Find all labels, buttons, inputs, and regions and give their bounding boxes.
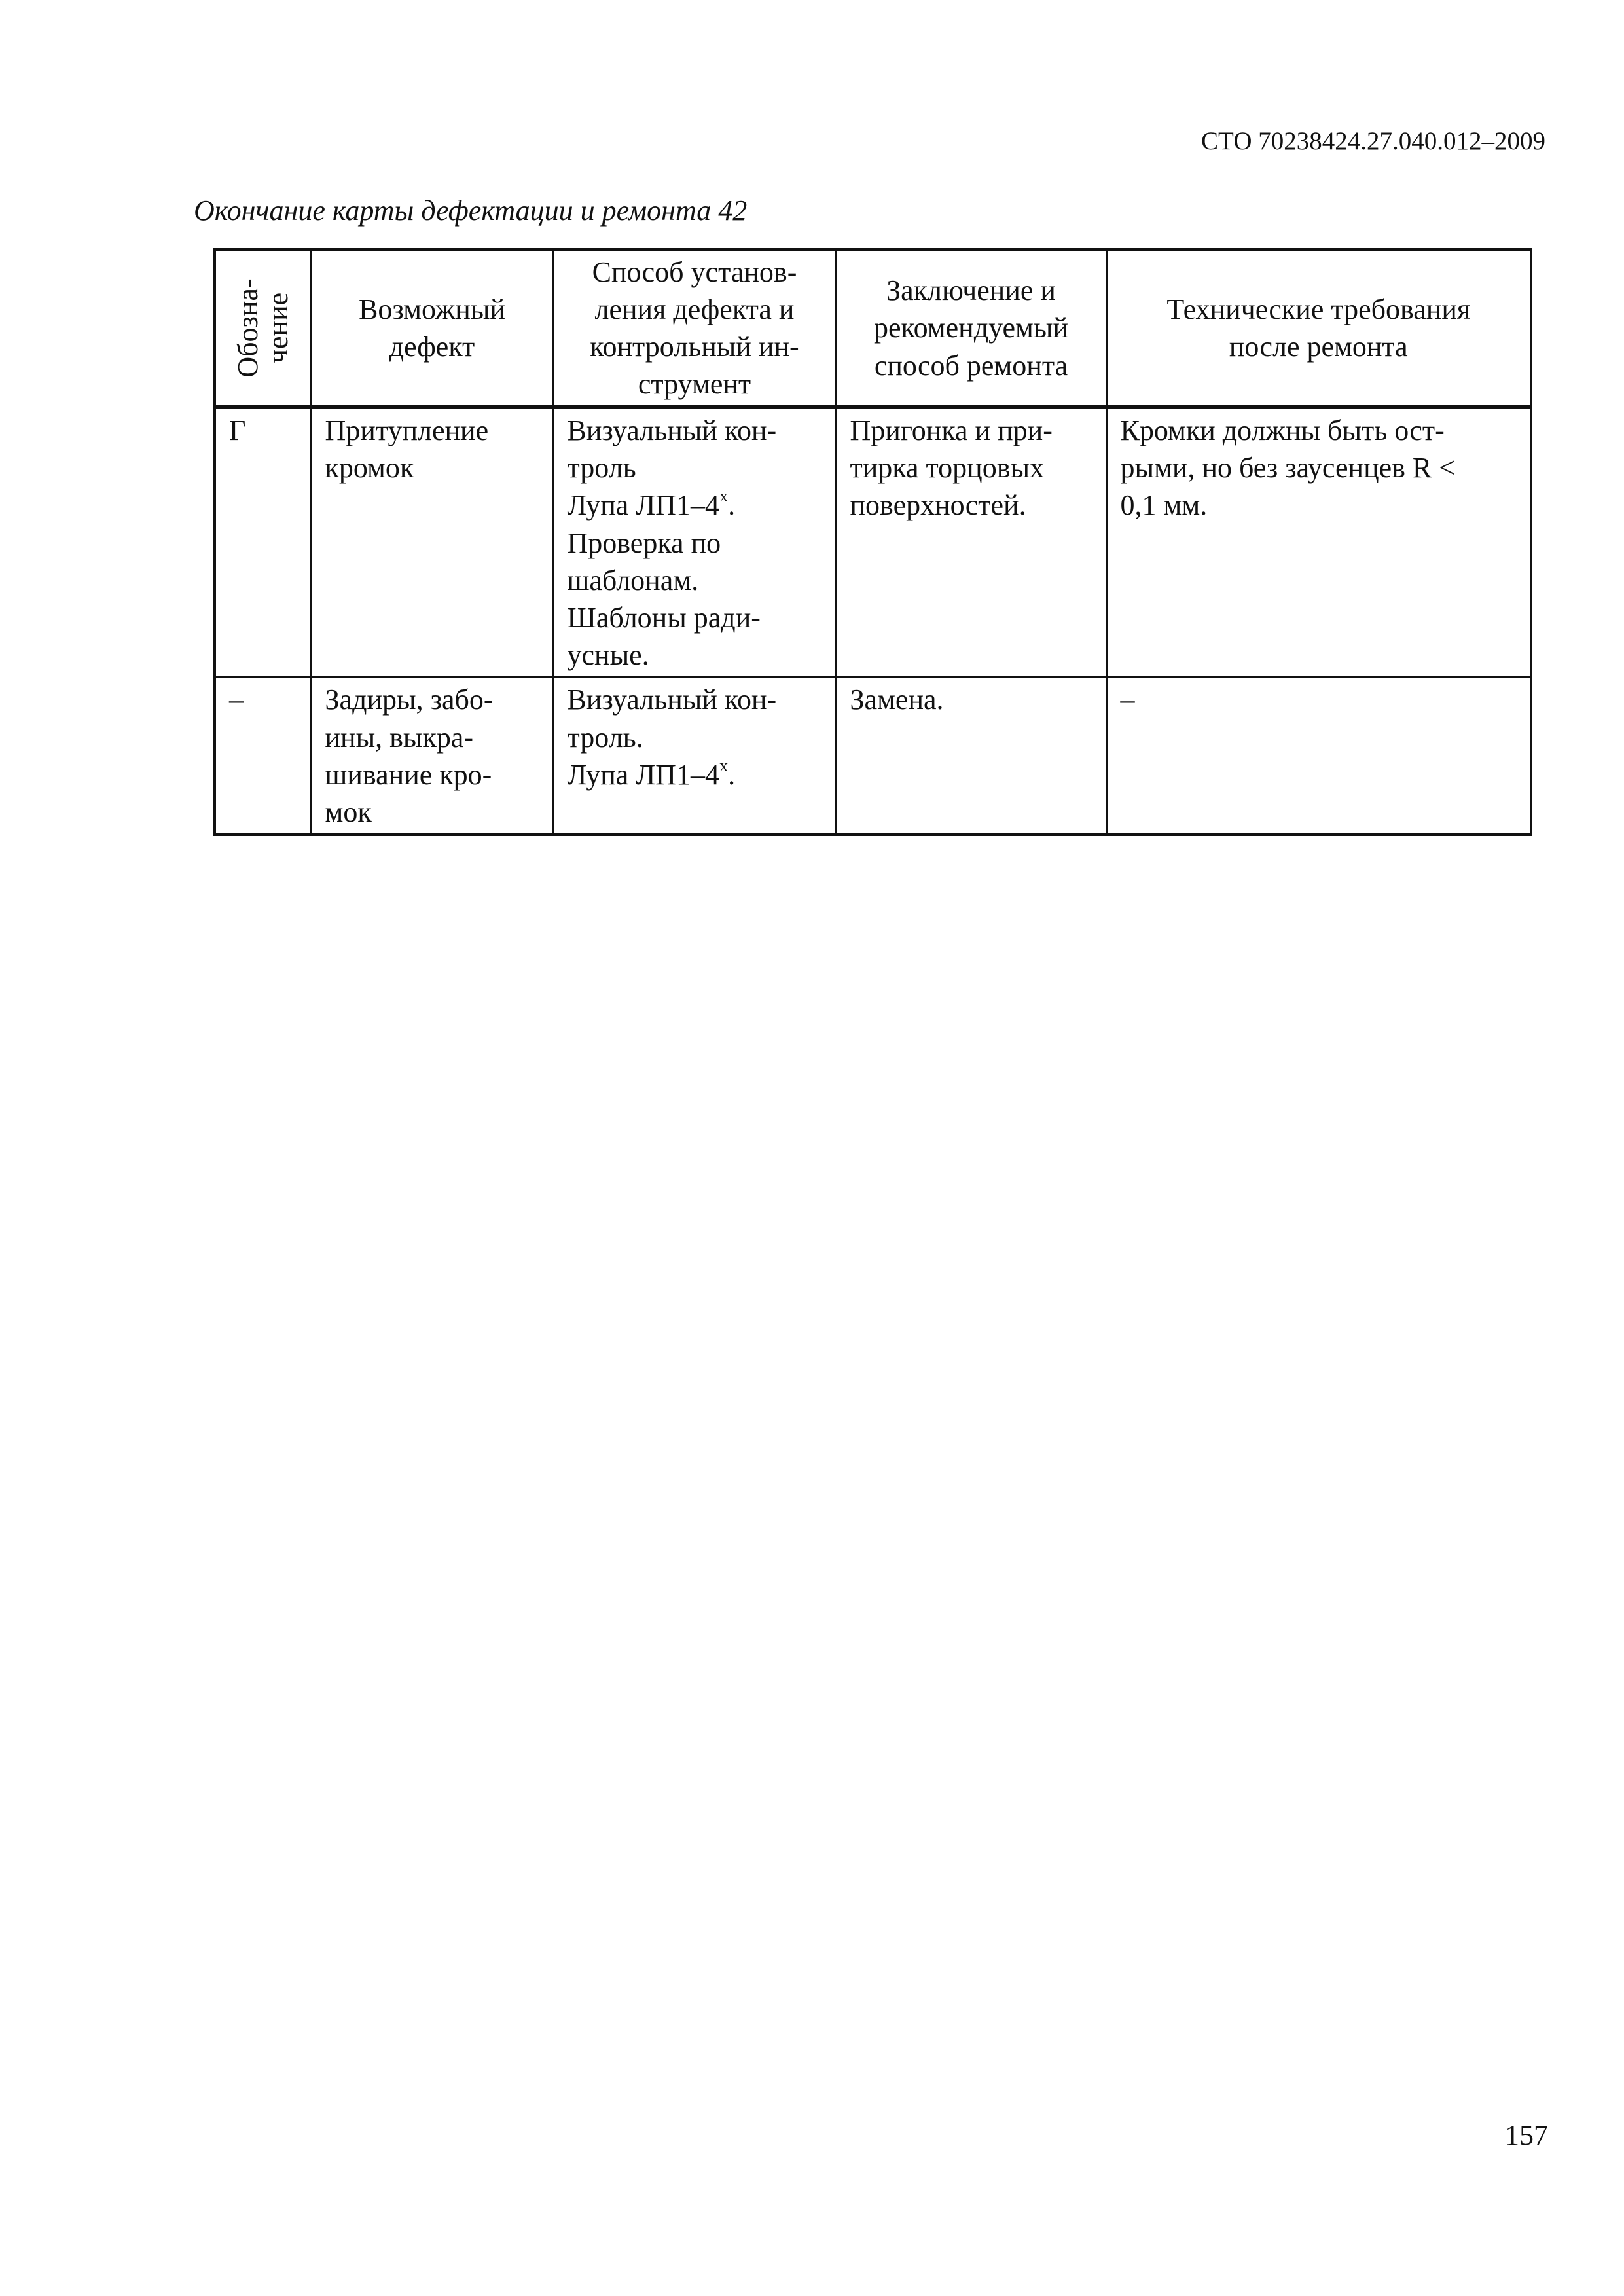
cell-line: троль <box>567 452 636 484</box>
table-row <box>215 678 1531 835</box>
cell-line: усные. <box>567 639 649 672</box>
cell-line: шаблонам. <box>567 564 699 596</box>
cell-line: Пригонка и при- <box>850 414 1053 446</box>
cell-method <box>553 407 836 678</box>
cell-line: тирка торцовых <box>850 452 1045 484</box>
cell-line: поверхностей. <box>850 489 1026 522</box>
header-line: Технические требования <box>1166 293 1471 325</box>
cell-line: 0,1 мм. <box>1120 489 1208 522</box>
cell-line: Визуальный кон- <box>567 414 777 446</box>
cell-requirements <box>1106 407 1531 678</box>
header-line: дефект <box>389 331 475 363</box>
cell-repair <box>836 407 1106 678</box>
cell-designation: Г <box>215 407 311 678</box>
header-line: способ ремонта <box>874 349 1068 382</box>
cell-method <box>553 678 836 835</box>
cell-line: Кромки должны быть ост- <box>1120 414 1445 446</box>
cell-line: Шаблоны ради- <box>567 601 761 634</box>
cell-line: Замена. <box>850 683 944 716</box>
cell-line: мок <box>325 795 372 828</box>
page-number: 157 <box>1505 2119 1548 2151</box>
loupe-period: . <box>728 758 736 791</box>
cell-line: – <box>1120 683 1135 716</box>
header-line: рекомендуемый <box>873 312 1069 344</box>
header-designation-text: Обозна- чение <box>231 278 294 378</box>
header-line: струмент <box>638 368 751 401</box>
header-line: ления дефекта и <box>594 293 795 325</box>
magnification-superscript: х <box>719 486 729 506</box>
loupe-line <box>568 486 825 524</box>
header-line: Заключение и <box>886 274 1056 307</box>
cell-line: Визуальный кон- <box>567 683 777 716</box>
cell-requirements <box>1106 678 1531 835</box>
loupe-period: . <box>728 489 736 522</box>
loupe-text: Лупа ЛП1–4 <box>567 489 719 522</box>
loupe-line <box>568 756 825 793</box>
header-line: Возможный <box>359 293 505 325</box>
cell-line: троль. <box>567 721 643 754</box>
cell-defect <box>311 678 553 835</box>
cell-line: кромок <box>325 452 414 484</box>
header-line: Способ установ- <box>592 255 797 288</box>
cell-repair <box>836 678 1106 835</box>
header-detection-method <box>553 249 836 407</box>
cell-line: Притупление <box>325 414 489 446</box>
header-line: контрольный ин- <box>590 331 799 363</box>
cell-line: Проверка по <box>567 526 721 559</box>
header-designation <box>215 249 311 407</box>
header-repair-method <box>836 249 1106 407</box>
cell-designation: – <box>215 678 311 835</box>
loupe-text: Лупа ЛП1–4 <box>567 758 719 791</box>
magnification-superscript: х <box>719 755 729 775</box>
cell-defect <box>311 407 553 678</box>
table-header-row <box>215 249 1531 407</box>
header-technical-requirements <box>1106 249 1531 407</box>
document-code: СТО 70238424.27.040.012–2009 <box>1201 127 1545 155</box>
cell-line: шивание кро- <box>325 758 492 791</box>
defect-repair-table <box>213 248 1532 836</box>
cell-line: рыми, но без заусенцев R < <box>1120 452 1456 484</box>
header-possible-defect <box>311 249 553 407</box>
table-caption: Окончание карты дефектации и ремонта 42 <box>194 194 748 227</box>
cell-line: ины, выкра- <box>325 721 474 754</box>
table-row <box>215 407 1531 678</box>
header-line: после ремонта <box>1229 331 1408 363</box>
cell-line: Задиры, забо- <box>325 683 494 716</box>
